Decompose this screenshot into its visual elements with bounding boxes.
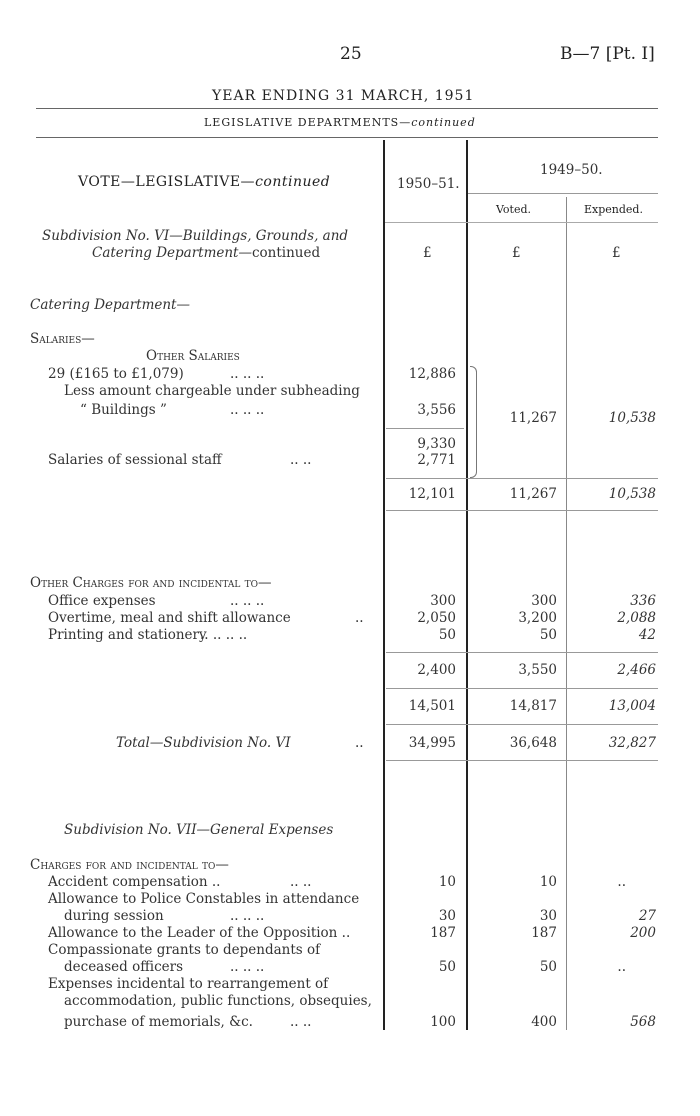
leader-dots: .. ..: [290, 874, 312, 890]
pound-sign: £: [423, 245, 432, 261]
vote-heading: VOTE—LEGISLATIVE—continued: [78, 174, 331, 190]
total-expended: 13,004: [608, 698, 656, 714]
row-label: Accident compensation ..: [48, 874, 221, 890]
value-expended: 568: [630, 1014, 656, 1030]
rule: [468, 193, 658, 194]
pound-sign: £: [612, 245, 621, 261]
value-expended: ..: [617, 959, 626, 975]
value-expended: 2,088: [617, 610, 656, 626]
value-voted: 3,200: [518, 610, 557, 626]
value-expended: 27: [638, 908, 656, 924]
value-voted: 50: [539, 627, 557, 643]
rule: [386, 478, 658, 479]
rule: [386, 688, 658, 689]
page-number: 25: [340, 44, 362, 64]
charges-heading: Charges for and incidental to—: [30, 857, 229, 873]
catering-heading: Catering Department—: [30, 297, 190, 313]
leader-dots: .. .. .. ..: [200, 627, 248, 643]
total-1950: 2,400: [417, 662, 456, 678]
row-label: accommodation, public functions, obsequies,: [64, 993, 372, 1009]
col-expended-heading: Expended.: [584, 203, 643, 216]
row-label: Office expenses: [48, 593, 156, 609]
leader-dots: .. .. ..: [230, 366, 265, 382]
row-label: Less amount chargeable under subheading: [64, 383, 360, 399]
value-1950: 100: [430, 1014, 456, 1030]
value-voted: 50: [539, 959, 557, 975]
value-expended: 10,538: [608, 410, 656, 426]
row-label: Compassionate grants to dependants of: [48, 942, 321, 958]
grand-total-expended: 32,827: [608, 735, 656, 751]
rule: [36, 137, 658, 138]
value-voted: 11,267: [509, 410, 557, 426]
value-voted: 400: [531, 1014, 557, 1030]
leader-dots: .. ..: [290, 452, 312, 468]
leader-dots: .. .. ..: [230, 908, 265, 924]
rule: [386, 510, 658, 511]
grand-total-1950: 34,995: [408, 735, 456, 751]
other-charges-heading: Other Charges for and incidental to—: [30, 575, 272, 591]
department-heading: LEGISLATIVE DEPARTMENTS—continued: [204, 116, 476, 129]
row-label: 29 (£165 to £1,079): [48, 366, 184, 382]
value-expended: 200: [630, 925, 656, 941]
value-1950: 9,330: [417, 436, 456, 452]
leader-dots: .. ..: [290, 1014, 312, 1030]
row-label: “ Buildings ”: [80, 402, 167, 418]
rule: [36, 108, 658, 109]
row-label: Allowance to Police Constables in attendance: [48, 891, 360, 907]
value-expended: 336: [630, 593, 656, 609]
value-expended: ..: [617, 874, 626, 890]
total-1950: 14,501: [408, 698, 456, 714]
leader-dots: .. .. ..: [230, 402, 265, 418]
row-label: Salaries of sessional staff: [48, 452, 222, 468]
total-voted: 14,817: [509, 698, 557, 714]
value-1950: 3,556: [417, 402, 456, 418]
value-1950: 2,771: [417, 452, 456, 468]
value-1950: 10: [438, 874, 456, 890]
total-voted: 11,267: [509, 486, 557, 502]
row-label: Allowance to the Leader of the Opposition ..: [48, 925, 351, 941]
row-label: during session: [64, 908, 164, 924]
value-1950: 187: [430, 925, 456, 941]
pound-sign: £: [512, 245, 521, 261]
other-salaries-heading: Other Salaries: [146, 348, 240, 364]
total-1950: 12,101: [408, 486, 456, 502]
value-voted: 300: [531, 593, 557, 609]
document-reference: B—7 [Pt. I]: [560, 44, 655, 64]
total-expended: 2,466: [617, 662, 656, 678]
total-voted: 3,550: [518, 662, 557, 678]
value-1950: 30: [438, 908, 456, 924]
value-voted: 30: [539, 908, 557, 924]
salaries-heading: Salaries—: [30, 331, 95, 347]
leader-dots: ..: [355, 610, 364, 626]
value-1950: 12,886: [408, 366, 456, 382]
rule: [386, 652, 658, 653]
total-expended: 10,538: [608, 486, 656, 502]
grand-total-voted: 36,648: [509, 735, 557, 751]
value-1950: 50: [438, 959, 456, 975]
value-1950: 2,050: [417, 610, 456, 626]
row-label: Expenses incidental to rearrangement of: [48, 976, 329, 992]
rule: [385, 222, 658, 223]
year-heading: YEAR ENDING 31 MARCH, 1951: [212, 88, 475, 104]
col-voted-heading: Voted.: [496, 203, 532, 216]
row-label: purchase of memorials, &c.: [64, 1014, 253, 1030]
total-subdivision-vi-label: Total—Subdivision No. VI: [116, 735, 291, 751]
col-1950-heading: 1950–51.: [397, 176, 460, 192]
value-1950: 50: [438, 627, 456, 643]
row-label: Printing and stationery: [48, 627, 207, 643]
row-label: Overtime, meal and shift allowance: [48, 610, 291, 626]
col-1949-heading: 1949–50.: [540, 162, 603, 178]
leader-dots: .. .. ..: [230, 593, 265, 609]
subdivision-vi-title: Subdivision No. VI—Buildings, Grounds, and: [42, 228, 349, 244]
column-rule: [466, 140, 468, 1030]
value-expended: 42: [638, 627, 656, 643]
leader-dots: .. .. ..: [230, 959, 265, 975]
leader-dots: ..: [355, 735, 364, 751]
rule: [386, 724, 658, 725]
column-rule: [383, 140, 385, 1030]
rule: [386, 760, 658, 761]
subdivision-vi-title-cont: Catering Department—continued: [92, 245, 321, 261]
rule: [386, 428, 464, 429]
column-rule: [566, 197, 567, 1030]
row-label: deceased officers: [64, 959, 184, 975]
value-1950: 300: [430, 593, 456, 609]
subdivision-vii-title: Subdivision No. VII—General Expenses: [64, 822, 334, 838]
value-voted: 10: [539, 874, 557, 890]
value-voted: 187: [531, 925, 557, 941]
